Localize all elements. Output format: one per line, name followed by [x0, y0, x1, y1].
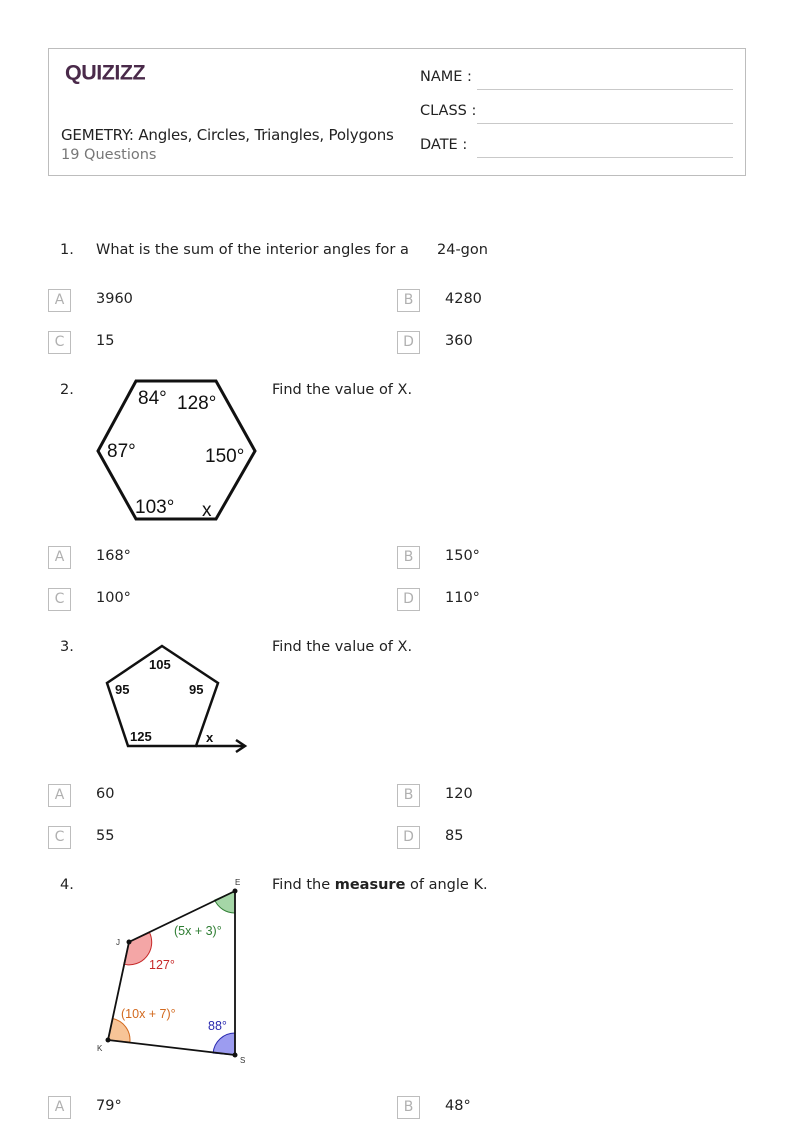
angle-label: (5x + 3)° — [174, 924, 222, 938]
option-value[interactable]: 60 — [96, 786, 115, 802]
worksheet-header — [48, 48, 746, 176]
angle-label: 84° — [138, 388, 167, 409]
date-label: DATE : — [420, 137, 468, 153]
angle-label: 150° — [205, 446, 245, 467]
option-letter[interactable]: C — [48, 588, 71, 611]
question-text: Find the value of X. — [272, 639, 413, 655]
option-letter[interactable]: C — [48, 331, 71, 354]
option-value[interactable]: 150° — [445, 548, 480, 564]
option-letter[interactable]: D — [397, 331, 420, 354]
option-value[interactable]: 110° — [445, 590, 480, 606]
class-label: CLASS : — [420, 103, 477, 119]
option-letter[interactable]: C — [48, 826, 71, 849]
option-letter[interactable]: D — [397, 826, 420, 849]
option-value[interactable]: 100° — [96, 590, 131, 606]
option-value[interactable]: 3960 — [96, 291, 133, 307]
vertex-label: J — [116, 938, 120, 947]
class-line — [477, 123, 733, 124]
angle-label: 105 — [149, 657, 171, 672]
option-value[interactable]: 55 — [96, 828, 115, 844]
angle-label: 88° — [208, 1019, 227, 1033]
angle-label: 103° — [135, 497, 175, 518]
hexagon-figure — [94, 376, 260, 524]
question-text-pre: Find the — [272, 877, 335, 893]
angle-label: 125 — [130, 729, 152, 744]
option-letter[interactable]: A — [48, 784, 71, 807]
question-text-term: 24-gon — [437, 242, 488, 258]
quizizz-logo — [61, 59, 181, 87]
option-letter[interactable]: B — [397, 289, 420, 312]
question-number: 3. — [60, 639, 74, 655]
option-value[interactable]: 120 — [445, 786, 473, 802]
angle-label: 128° — [177, 393, 217, 414]
question-text — [272, 877, 488, 893]
vertex-label: S — [240, 1056, 246, 1065]
question-count: 19 Questions — [61, 147, 157, 163]
vertex-e — [233, 889, 238, 894]
option-letter[interactable]: A — [48, 546, 71, 569]
option-value[interactable]: 360 — [445, 333, 473, 349]
worksheet-title: GEMETRY: Angles, Circles, Triangles, Polygons — [61, 126, 394, 144]
unknown-x-label: x — [206, 730, 214, 745]
question-number: 4. — [60, 877, 74, 893]
angle-s-arc — [213, 1033, 235, 1055]
logo-text: QUIZIZZ — [65, 60, 146, 85]
vertex-s — [233, 1053, 238, 1058]
question-text: Find the value of X. — [272, 382, 413, 398]
option-letter[interactable]: D — [397, 588, 420, 611]
option-value[interactable]: 15 — [96, 333, 115, 349]
vertex-j — [127, 940, 132, 945]
angle-e-arc — [215, 891, 235, 913]
option-letter[interactable]: B — [397, 546, 420, 569]
option-value[interactable]: 79° — [96, 1098, 122, 1114]
option-value[interactable]: 48° — [445, 1098, 471, 1114]
quadrilateral-figure — [94, 874, 254, 1070]
angle-label: 87° — [107, 441, 136, 462]
option-letter[interactable]: B — [397, 1096, 420, 1119]
option-letter[interactable]: A — [48, 289, 71, 312]
angle-label: 95 — [115, 682, 130, 697]
vertex-label: E — [235, 878, 241, 887]
question-text: What is the sum of the interior angles for a — [96, 242, 409, 258]
option-letter[interactable]: B — [397, 784, 420, 807]
unknown-x-label: x — [202, 500, 212, 521]
question-number: 2. — [60, 382, 74, 398]
option-letter[interactable]: A — [48, 1096, 71, 1119]
vertex-k — [106, 1038, 111, 1043]
angle-label: 127° — [149, 958, 175, 972]
question-text-post: of angle K. — [405, 877, 488, 893]
vertex-label: K — [97, 1044, 103, 1053]
angle-label: (10x + 7)° — [121, 1007, 176, 1021]
pentagon-figure — [100, 640, 252, 756]
name-line — [477, 89, 733, 90]
option-value[interactable]: 168° — [96, 548, 131, 564]
angle-label: 95 — [189, 682, 204, 697]
question-number: 1. — [60, 242, 74, 258]
option-value[interactable]: 4280 — [445, 291, 482, 307]
question-text-bold: measure — [334, 877, 406, 893]
option-value[interactable]: 85 — [445, 828, 464, 844]
date-line — [477, 157, 733, 158]
name-label: NAME : — [420, 69, 472, 85]
